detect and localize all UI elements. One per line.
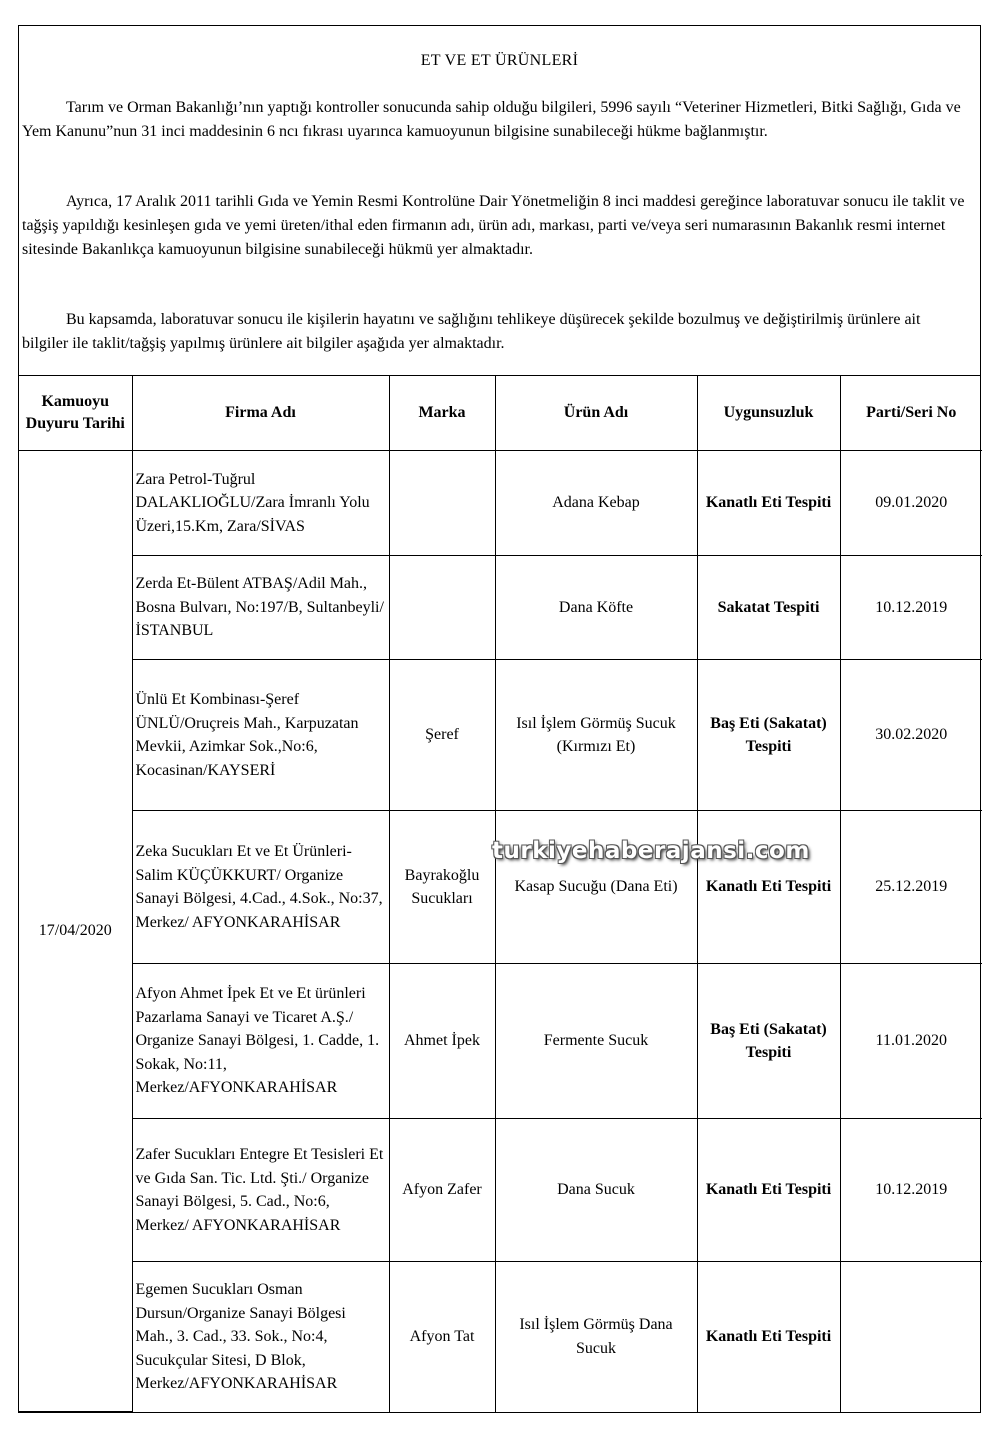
cell-parti: 10.12.2019 (840, 1119, 982, 1262)
cell-urun: Dana Köfte (495, 556, 697, 660)
cell-urun: Isıl İşlem Görmüş Sucuk (Kırmızı Et) (495, 660, 697, 811)
intro-section (19, 26, 980, 376)
header-firma: Firma Adı (132, 376, 389, 451)
cell-marka (389, 451, 495, 556)
cell-marka (389, 556, 495, 660)
cell-urun: Kasap Sucuğu (Dana Eti) (495, 811, 697, 964)
cell-firma: Zafer Sucukları Entegre Et Tesisleri Et ve Gıda San. Tic. Ltd. Şti./ Organize Sanayi Bölgesi, 5. Cad., No:6, Merkez/ AFYONKARAHİSAR (132, 1119, 389, 1262)
table-row (19, 1119, 982, 1262)
cell-urun: Adana Kebap (495, 451, 697, 556)
cell-parti: 10.12.2019 (840, 556, 982, 660)
cell-firma: Zerda Et-Bülent ATBAŞ/Adil Mah., Bosna Bulvarı, No:197/B, Sultanbeyli/İSTANBUL (132, 556, 389, 660)
cell-parti: 30.02.2020 (840, 660, 982, 811)
cell-uygunsuzluk: Kanatlı Eti Tespiti (697, 1262, 840, 1412)
intro-paragraph-3-text: Bu kapsamda, laboratuvar sonucu ile kişilerin hayatını ve sağlığını tehlikeye düşürecek şekilde bozulmuş ve değiştirilmiş ürünlere ait bilgiler ile taklit/tağşiş yapılmış ürünlere ait bilgiler aşağıda yer almaktadır. (22, 311, 921, 352)
cell-firma: Egemen Sucukları Osman Dursun/Organize Sanayi Bölgesi Mah., 3. Cad., 33. Sok., No:4, Sucukçular Sitesi, D Blok, Merkez/AFYONKARAHİSAR (132, 1262, 389, 1412)
cell-uygunsuzluk: Baş Eti (Sakatat) Tespiti (697, 660, 840, 811)
cell-parti: 09.01.2020 (840, 451, 982, 556)
cell-parti: 25.12.2019 (840, 811, 982, 964)
cell-firma: Afyon Ahmet İpek Et ve Et ürünleri Pazarlama Sanayi ve Ticaret A.Ş./ Organize Sanayi Bölgesi, 1. Cadde, 1. Sokak, No:11, Merkez/AFYONKARAHİSAR (132, 964, 389, 1119)
cell-firma: Ünlü Et Kombinası-Şeref ÜNLÜ/Oruçreis Mah., Karpuzatan Mevkii, Azimkar Sok.,No:6, Kocasinan/KAYSERİ (132, 660, 389, 811)
intro-paragraph-2-text: Ayrıca, 17 Aralık 2011 tarihli Gıda ve Yemin Resmi Kontrolüne Dair Yönetmeliğin 8 inci maddesi gereğince laboratuvar sonucu ile taklit ve tağşiş yapıldığı kesinleşen gıda ve yemi üreten/ithal eden firmanın adı, ürün adı, markası, parti ve/veya seri numarasının Bakanlık resmi internet sitesinde Bakanlıkça kamuoyunun bilgisine sunabileceği hükmü yer almaktadır. (22, 193, 965, 258)
table-row (19, 811, 982, 964)
cell-marka: Afyon Tat (389, 1262, 495, 1412)
cell-uygunsuzluk: Kanatlı Eti Tespiti (697, 811, 840, 964)
cell-firma: Zeka Sucukları Et ve Et Ürünleri-Salim KÜÇÜKKURT/ Organize Sanayi Bölgesi, 4.Cad., 4.Sok., No:37, Merkez/ AFYONKARAHİSAR (132, 811, 389, 964)
intro-paragraph-2 (22, 190, 968, 262)
cell-marka: Ahmet İpek (389, 964, 495, 1119)
cell-urun: Isıl İşlem Görmüş Dana Sucuk (495, 1262, 697, 1412)
intro-paragraph-1 (22, 96, 968, 144)
cell-marka: Afyon Zafer (389, 1119, 495, 1262)
products-table (19, 376, 982, 1412)
announcement-date: 17/04/2020 (19, 451, 132, 1412)
intro-paragraph-1-text: Tarım ve Orman Bakanlığı’nın yaptığı kontroller sonucunda sahip olduğu bilgileri, 5996 sayılı “Veteriner Hizmetleri, Bitki Sağlığı, Gıda ve Yem Kanunu”nun 31 inci maddesinin 6 ncı fıkrası uyarınca kamuoyunun bilgisine sunabileceği hükme bağlanmıştır. (22, 99, 961, 140)
table-row (19, 1262, 982, 1412)
intro-paragraph-3 (22, 308, 968, 356)
table-row (19, 556, 982, 660)
cell-urun: Fermente Sucuk (495, 964, 697, 1119)
cell-uygunsuzluk: Sakatat Tespiti (697, 556, 840, 660)
header-date: Kamuoyu Duyuru Tarihi (19, 376, 132, 451)
cell-parti: 11.01.2020 (840, 964, 982, 1119)
cell-urun: Dana Sucuk (495, 1119, 697, 1262)
table-row (19, 451, 982, 556)
document-frame (18, 25, 981, 1413)
cell-parti (840, 1262, 982, 1412)
table-row (19, 660, 982, 811)
cell-uygunsuzluk: Kanatlı Eti Tespiti (697, 1119, 840, 1262)
cell-uygunsuzluk: Baş Eti (Sakatat) Tespiti (697, 964, 840, 1119)
watermark: turkiyehaberajansi.com (492, 838, 810, 864)
header-parti: Parti/Seri No (840, 376, 982, 451)
table-header-row (19, 376, 982, 451)
cell-firma: Zara Petrol-Tuğrul DALAKLIOĞLU/Zara İmranlı Yolu Üzeri,15.Km, Zara/SİVAS (132, 451, 389, 556)
header-urun: Ürün Adı (495, 376, 697, 451)
cell-marka: Bayrakoğlu Sucukları (389, 811, 495, 964)
cell-marka: Şeref (389, 660, 495, 811)
header-marka: Marka (389, 376, 495, 451)
header-uygunsuzluk: Uygunsuzluk (697, 376, 840, 451)
cell-uygunsuzluk: Kanatlı Eti Tespiti (697, 451, 840, 556)
page-title: ET VE ET ÜRÜNLERİ (420, 52, 579, 69)
table-row (19, 964, 982, 1119)
